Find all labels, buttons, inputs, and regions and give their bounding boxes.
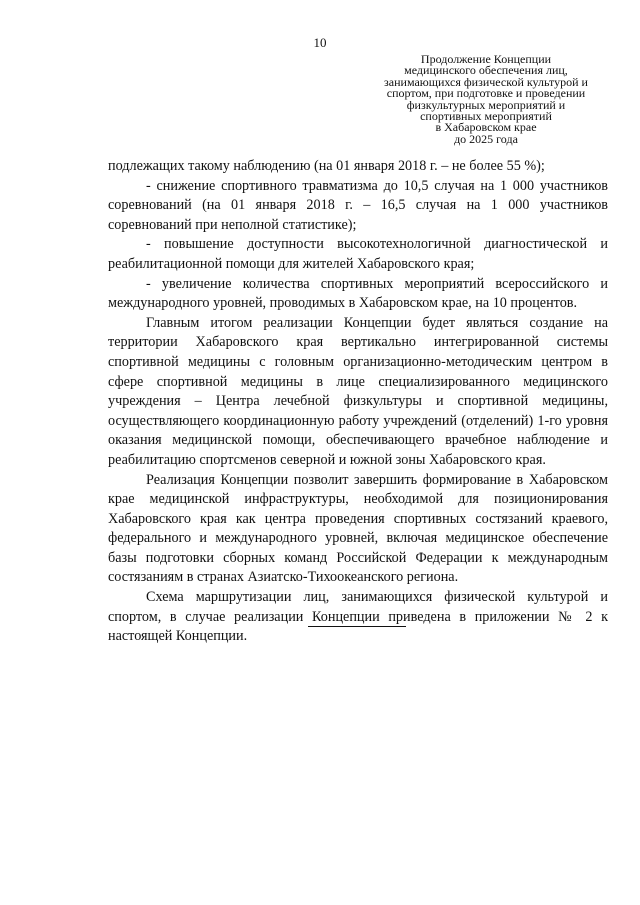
header-line: Продолжение Концепции bbox=[420, 52, 552, 66]
list-item-injury-reduction: - снижение спортивного травматизма до 10,5 случая на 1 000 участников соревнований (на 01 января 2018 г. – 16,5 случая на 1 000 участников соревнований при неполной статистике); bbox=[108, 177, 608, 233]
paragraph-continuation: подлежащих такому наблюдению (на 01 января 2018 г. – не более 55 %); bbox=[108, 158, 545, 174]
header-line: занимающихся физической культурой и bbox=[384, 74, 588, 89]
page-number: 10 bbox=[313, 35, 327, 50]
header-line: спортом, при подготовке и проведении bbox=[386, 86, 586, 101]
list-item-events-increase: - увеличение количества спортивных мероприятий всероссийского и международного уровней, проводимых в Хабаровском крае, на 10 процентов. bbox=[108, 275, 608, 312]
header-line: физкультурных мероприятий и bbox=[406, 97, 566, 112]
document-header bbox=[380, 54, 592, 145]
header-line: медицинского обеспечения лиц, bbox=[404, 63, 568, 78]
paragraph-routing-scheme: Схема маршрутизации лиц, занимающихся физической культурой и спортом, в случае реализации Концепции приведена в приложении № 2 к настоящей Концепции. bbox=[108, 589, 608, 645]
header-line: в Хабаровском крае bbox=[435, 120, 537, 135]
paragraph-infrastructure: Реализация Концепции позволит завершить формирование в Хабаровском крае медицинской инфраструктуры, необходимой для позиционирования Хабаровского края как центра проведения спортивных состязаний краевого, федерального и международного уровней, включая медицинское обеспечение базы подготовки сборных команд Российской Федерации к международным состязаниям в странах Азиатско-Тихоокеанского региона. bbox=[108, 471, 608, 586]
end-separator-line bbox=[308, 626, 406, 627]
document-body bbox=[108, 157, 608, 647]
header-line: до 2025 года bbox=[454, 131, 518, 146]
paragraph-main-result: Главным итогом реализации Концепции будет являться создание на территории Хабаровского края вертикально интегрированной системы спортивной медицины с головным организационно-методическим центром в сфере спортивной медицины в лице специализированного медицинского учреждения – Центра лечебной физкультуры и спортивной медицины, осуществляющего координационную работу учреждений (отделений) 1-го уровня оказания медицинской помощи, обеспечивающего врачебное наблюдение и реабилитацию спортсменов северной и южной зоны Хабаровского края. bbox=[108, 314, 608, 468]
header-line: спортивных мероприятий bbox=[420, 109, 552, 124]
list-item-care-accessibility: - повышение доступности высокотехнологичной диагностической и реабилитационной помощи для жителей Хабаровского края; bbox=[108, 236, 608, 272]
